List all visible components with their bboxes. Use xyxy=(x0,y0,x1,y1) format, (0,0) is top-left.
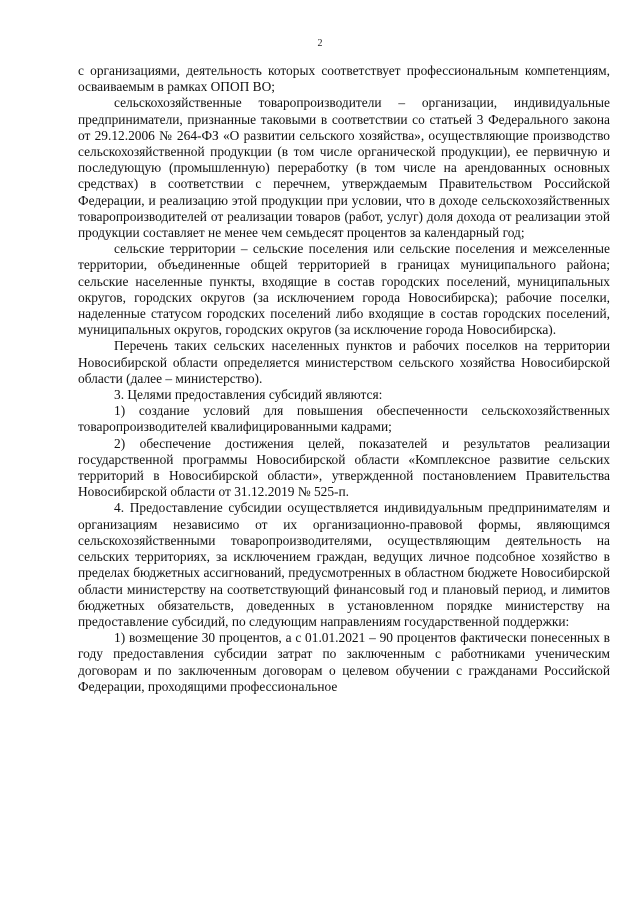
paragraph-rural-territories-definition: сельские территории – сельские поселения или сельские поселения и межселенные территории, объединенные общей территорией в границах муниципального района; сельские населенные пункты, входящие в состав городских поселений, муниципальных округов, городских округов (за исключением города Новосибирска); рабочие поселки, наделенные статусом городских поселений либо входящие в состав городских поселений, муниципальных округов, городских округов (за исключение города Новосибирска). xyxy=(78,241,610,338)
paragraph-section-3-heading: 3. Целями предоставления субсидий являются: xyxy=(114,387,383,403)
document-body xyxy=(78,63,610,695)
paragraph-direction-1: 1) возмещение 30 процентов, а с 01.01.2021 – 90 процентов фактически понесенных в году предоставления субсидии затрат по заключенным с работниками ученическим договорам и по заключенным договорам о целевом обучении с гражданами Российской Федерации, проходящими профессиональное xyxy=(78,630,610,694)
page-number: 2 xyxy=(317,38,323,49)
paragraph-goal-2: 2) обеспечение достижения целей, показателей и результатов реализации государственной программы Новосибирской области «Комплексное развитие сельских территорий в Новосибирской области», утвержденной постановлением Правительства Новосибирской области от 31.12.2019 № 525-п. xyxy=(78,435,610,500)
paragraph-organizations-continuation: с организациями, деятельность которых соответствует профессиональным компетенциям, осваиваемым в рамках ОПОП ВО; xyxy=(78,63,610,95)
paragraph-settlements-list: Перечень таких сельских населенных пунктов и рабочих поселков на территории Новосибирской области определяется министерством сельского хозяйства Новосибирской области (далее – министерство). xyxy=(78,338,610,386)
paragraph-goal-1: 1) создание условий для повышения обеспеченности сельскохозяйственных товаропроизводителей квалифицированными кадрами; xyxy=(78,403,610,435)
paragraph-agricultural-producers-definition: сельскохозяйственные товаропроизводители – организации, индивидуальные предприниматели, признанные таковыми в соответствии со статьей 3 Федерального закона от 29.12.2006 № 264-ФЗ «О развитии сельского хозяйства», осуществляющие производство сельскохозяйственной продукции (в том числе органической продукции), ее первичную и последующую (промышленную) переработку (в том числе на арендованных основных средствах) в соответствии с перечнем, утверждаемым Правительством Российской Федерации, и реализацию этой продукции при условии, что в доходе сельскохозяйственных товаропроизводителей от реализации товаров (работ, услуг) доля дохода от реализации этой продукции составляет не менее чем семьдесят процентов за календарный год; xyxy=(78,95,610,241)
paragraph-section-4: 4. Предоставление субсидии осуществляется индивидуальным предпринимателям и организациям независимо от их организационно-правовой формы, являющимся сельскохозяйственными товаропроизводителями, осуществляющим деятельность на сельских территориях, за исключением граждан, ведущих личное подсобное хозяйство в пределах бюджетных ассигнований, предусмотренных в областном бюджете Новосибирской области министерству на соответствующий финансовый год и плановый период, и лимитов бюджетных обязательств, доведенных в установленном порядке министерству на предоставление субсидий, по следующим направлениям государственной поддержки: xyxy=(78,500,610,629)
